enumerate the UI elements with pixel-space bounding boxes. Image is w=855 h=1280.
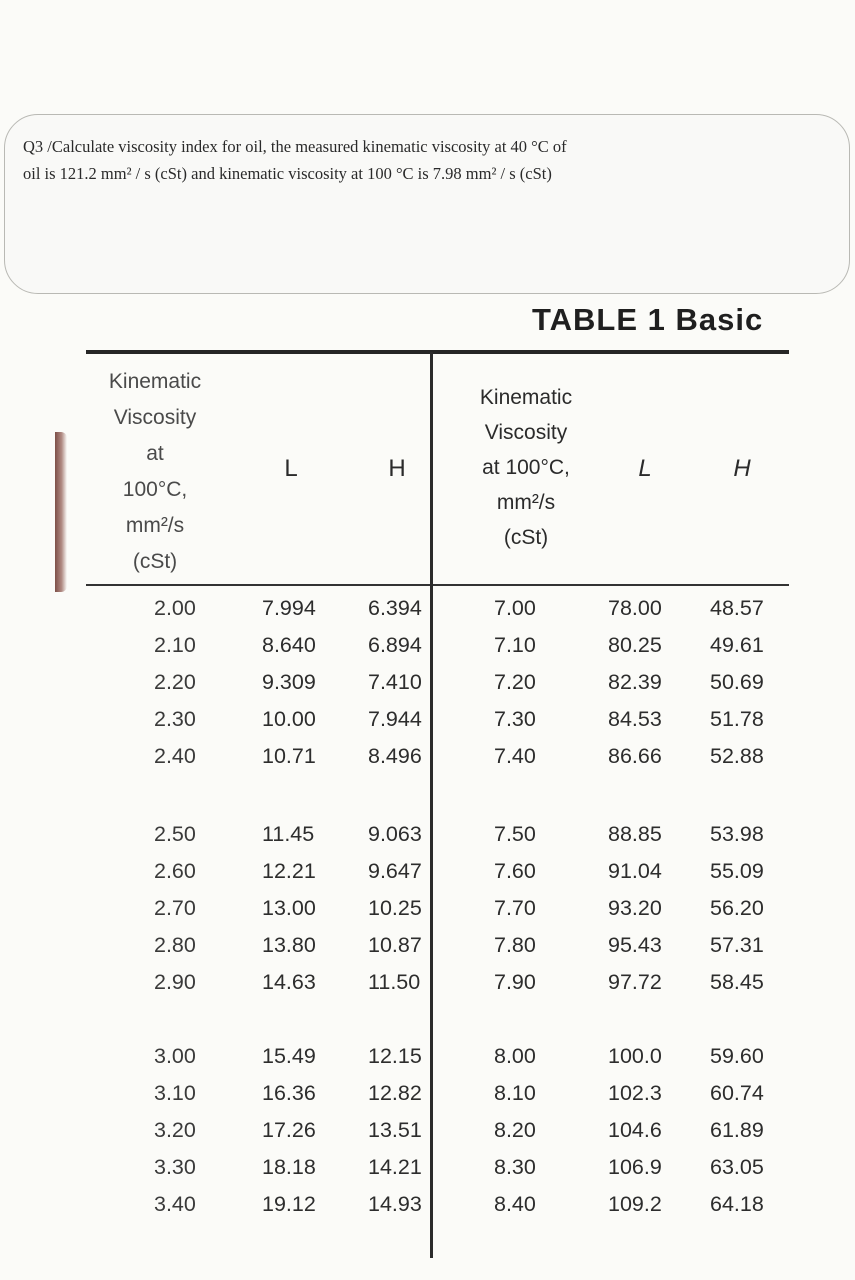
header-line: Kinematic xyxy=(479,386,573,409)
header-line: mm²/s xyxy=(125,514,185,537)
table-row xyxy=(0,744,855,781)
header-line: 100°C, xyxy=(122,478,188,501)
header-line: Viscosity xyxy=(113,406,197,429)
question-line-2: oil is 121.2 mm² / s (cSt) and kinematic viscosity at 100 °C is 7.98 mm² / s (cSt) xyxy=(23,164,552,183)
kv-left-cell: 3.00 xyxy=(154,1044,196,1068)
kv-right-cell: 7.20 xyxy=(494,670,536,694)
H-right-cell: 64.18 xyxy=(710,1192,764,1216)
table-row xyxy=(0,970,855,1007)
H-left-cell: 12.82 xyxy=(368,1081,422,1105)
L-right-cell: 104.6 xyxy=(608,1118,662,1142)
H-right-cell: 50.69 xyxy=(710,670,764,694)
H-left-cell: 9.647 xyxy=(368,859,422,883)
question-card xyxy=(4,114,850,294)
table-header-rule xyxy=(86,584,789,586)
L-right-cell: 102.3 xyxy=(608,1081,662,1105)
kv-right-cell: 8.00 xyxy=(494,1044,536,1068)
header-kinematic-viscosity-left xyxy=(70,364,240,580)
table-row xyxy=(0,707,855,744)
H-left-cell: 7.944 xyxy=(368,707,422,731)
L-left-cell: 10.00 xyxy=(262,707,316,731)
header-H-left: H xyxy=(388,455,406,482)
header-L-right: L xyxy=(638,455,652,482)
L-left-cell: 19.12 xyxy=(262,1192,316,1216)
H-right-cell: 58.45 xyxy=(710,970,764,994)
header-L-left: L xyxy=(284,455,298,482)
L-right-cell: 78.00 xyxy=(608,596,662,620)
kv-left-cell: 3.30 xyxy=(154,1155,196,1179)
L-left-cell: 11.45 xyxy=(262,822,315,846)
H-left-cell: 9.063 xyxy=(368,822,422,846)
H-left-cell: 7.410 xyxy=(368,670,422,694)
kv-right-cell: 7.70 xyxy=(494,896,536,920)
L-right-cell: 100.0 xyxy=(608,1044,662,1068)
table-row xyxy=(0,933,855,970)
H-right-cell: 57.31 xyxy=(710,933,764,957)
kv-left-cell: 2.20 xyxy=(154,670,196,694)
H-right-cell: 53.98 xyxy=(710,822,764,846)
kv-left-cell: 2.10 xyxy=(154,633,196,657)
L-left-cell: 10.71 xyxy=(262,744,316,768)
header-line: mm²/s xyxy=(496,491,556,514)
header-line: Viscosity xyxy=(484,421,568,444)
kv-left-cell: 2.90 xyxy=(154,970,196,994)
table-top-rule xyxy=(86,350,789,354)
L-right-cell: 91.04 xyxy=(608,859,662,883)
L-left-cell: 7.994 xyxy=(262,596,316,620)
table-row xyxy=(0,859,855,896)
header-H-right: H xyxy=(733,455,751,482)
L-right-cell: 88.85 xyxy=(608,822,662,846)
kv-right-cell: 7.80 xyxy=(494,933,536,957)
header-kinematic-viscosity-right xyxy=(436,380,616,555)
L-right-cell: 106.9 xyxy=(608,1155,662,1179)
H-right-cell: 61.89 xyxy=(710,1118,764,1142)
L-left-cell: 16.36 xyxy=(262,1081,316,1105)
kv-left-cell: 3.20 xyxy=(154,1118,196,1142)
kv-right-cell: 7.90 xyxy=(494,970,536,994)
header-line: at 100°C, xyxy=(482,456,570,479)
H-right-cell: 52.88 xyxy=(710,744,764,768)
H-right-cell: 59.60 xyxy=(710,1044,764,1068)
L-right-cell: 93.20 xyxy=(608,896,662,920)
header-line: (cSt) xyxy=(132,550,178,573)
kv-left-cell: 2.30 xyxy=(154,707,196,731)
L-right-cell: 84.53 xyxy=(608,707,662,731)
kv-right-cell: 8.10 xyxy=(494,1081,536,1105)
L-right-cell: 80.25 xyxy=(608,633,662,657)
H-left-cell: 12.15 xyxy=(368,1044,422,1068)
L-left-cell: 13.80 xyxy=(262,933,316,957)
H-right-cell: 51.78 xyxy=(710,707,764,731)
H-left-cell: 6.394 xyxy=(368,596,422,620)
table-row xyxy=(0,822,855,859)
L-left-cell: 14.63 xyxy=(262,970,316,994)
kv-right-cell: 7.40 xyxy=(494,744,536,768)
L-left-cell: 13.00 xyxy=(262,896,316,920)
table-row xyxy=(0,633,855,670)
H-right-cell: 48.57 xyxy=(710,596,764,620)
L-left-cell: 17.26 xyxy=(262,1118,316,1142)
table-row xyxy=(0,1155,855,1192)
L-left-cell: 12.21 xyxy=(262,859,316,883)
header-line: Kinematic xyxy=(108,370,202,393)
H-right-cell: 63.05 xyxy=(710,1155,764,1179)
kv-right-cell: 7.00 xyxy=(494,596,536,620)
H-right-cell: 55.09 xyxy=(710,859,764,883)
kv-right-cell: 8.30 xyxy=(494,1155,536,1179)
kv-left-cell: 2.40 xyxy=(154,744,196,768)
H-right-cell: 60.74 xyxy=(710,1081,764,1105)
H-left-cell: 8.496 xyxy=(368,744,422,768)
table-row xyxy=(0,1081,855,1118)
kv-left-cell: 2.70 xyxy=(154,896,196,920)
kv-left-cell: 3.40 xyxy=(154,1192,196,1216)
table-row xyxy=(0,1118,855,1155)
kv-left-cell: 2.50 xyxy=(154,822,196,846)
H-left-cell: 10.87 xyxy=(368,933,422,957)
table-row xyxy=(0,896,855,933)
kv-right-cell: 7.10 xyxy=(494,633,536,657)
kv-right-cell: 8.20 xyxy=(494,1118,536,1142)
L-left-cell: 8.640 xyxy=(262,633,316,657)
table-row xyxy=(0,1044,855,1081)
table-row xyxy=(0,670,855,707)
kv-left-cell: 2.00 xyxy=(154,596,196,620)
kv-left-cell: 2.80 xyxy=(154,933,196,957)
table-row xyxy=(0,596,855,633)
H-right-cell: 56.20 xyxy=(710,896,764,920)
H-left-cell: 13.51 xyxy=(368,1118,422,1142)
L-left-cell: 15.49 xyxy=(262,1044,316,1068)
kv-right-cell: 8.40 xyxy=(494,1192,536,1216)
L-right-cell: 109.2 xyxy=(608,1192,662,1216)
kv-right-cell: 7.50 xyxy=(494,822,536,846)
question-text xyxy=(23,133,833,187)
kv-left-cell: 2.60 xyxy=(154,859,196,883)
table-row xyxy=(0,1192,855,1229)
H-left-cell: 6.894 xyxy=(368,633,422,657)
question-line-1: Q3 /Calculate viscosity index for oil, the measured kinematic viscosity at 40 °C of xyxy=(23,137,567,156)
table-title: TABLE 1 Basic xyxy=(532,302,764,337)
L-right-cell: 86.66 xyxy=(608,744,662,768)
L-right-cell: 97.72 xyxy=(608,970,662,994)
H-left-cell: 10.25 xyxy=(368,896,422,920)
H-left-cell: 14.93 xyxy=(368,1192,422,1216)
kv-right-cell: 7.60 xyxy=(494,859,536,883)
header-line: (cSt) xyxy=(503,526,549,549)
kv-left-cell: 3.10 xyxy=(154,1081,196,1105)
L-left-cell: 18.18 xyxy=(262,1155,316,1179)
L-right-cell: 82.39 xyxy=(608,670,662,694)
H-right-cell: 49.61 xyxy=(710,633,764,657)
H-left-cell: 14.21 xyxy=(368,1155,422,1179)
L-left-cell: 9.309 xyxy=(262,670,316,694)
H-left-cell: 11.50 xyxy=(368,970,421,994)
header-line: at xyxy=(146,442,164,465)
L-right-cell: 95.43 xyxy=(608,933,662,957)
page-edge-shadow xyxy=(55,432,67,592)
kv-right-cell: 7.30 xyxy=(494,707,536,731)
